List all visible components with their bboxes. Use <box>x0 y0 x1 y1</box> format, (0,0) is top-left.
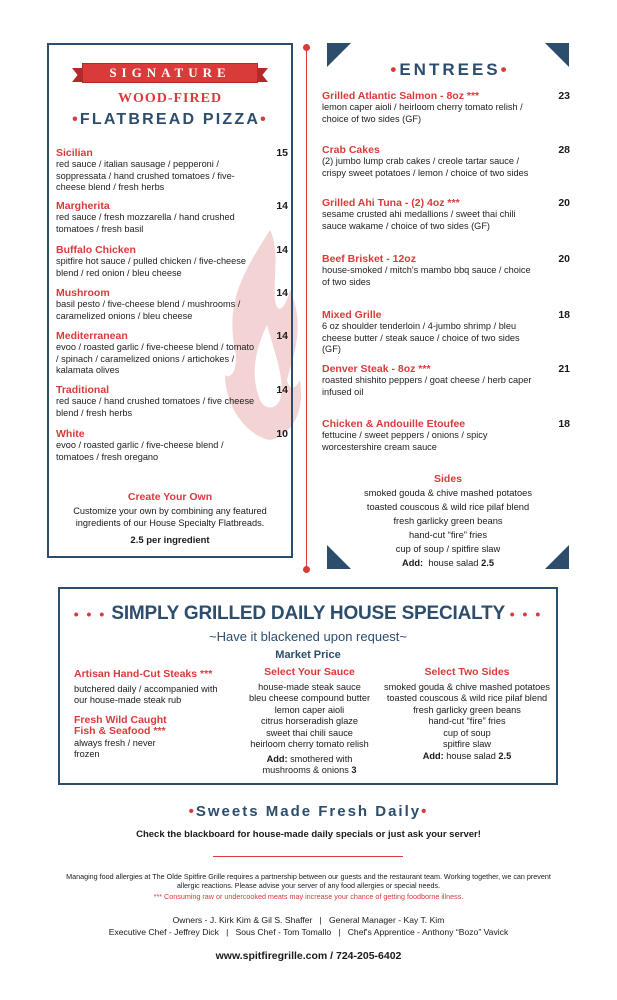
item-name: Buffalo Chicken <box>56 244 136 256</box>
item-name: Grilled Atlantic Salmon - 8oz *** <box>322 90 480 102</box>
item-name: Mushroom <box>56 287 110 299</box>
wood-fired-subtitle: WOOD-FIRED <box>117 91 223 106</box>
side-item: smoked gouda & chive mashed potatoes <box>384 681 550 692</box>
sauce-item: citrus horseradish glaze <box>260 716 359 726</box>
item-description: red sauce / fresh mozzarella / hand crushed tomatoes / fresh basil <box>56 212 235 234</box>
side-item: spitfire slaw <box>443 739 491 749</box>
item-name: Chicken & Andouille Etoufee <box>322 418 466 430</box>
side-item: cup of soup <box>443 727 491 738</box>
item-description: red sauce / hand crushed tomatoes / five cheese blend / fresh herbs <box>56 396 255 418</box>
create-text: Customize your own by combining any featured ingredients of our House Specialty Flatbreads. <box>73 506 267 528</box>
seafood-name: Fresh Wild Caught Fish & Seafood *** <box>74 713 167 737</box>
seafood-desc: always fresh / never frozen <box>74 737 156 759</box>
item-description: basil pesto / five-cheese blend / mushrooms / caramelized onions / bleu cheese <box>56 299 241 321</box>
entrees-title: •ENTREES• <box>390 60 510 79</box>
item-name: Margherita <box>56 200 110 212</box>
item-description: spitfire hot sauce / pulled chicken / five-cheese blend / red onion / bleu cheese <box>56 256 246 278</box>
item-description: fettucine / sweet peppers / onions / spicy worcestershire cream sauce <box>322 430 488 452</box>
item-price: 18 <box>558 418 570 430</box>
item-description: house-smoked / mitch's mambo bbq sauce / choice of two sides <box>322 265 531 287</box>
item-description: roasted shishito peppers / goat cheese / herb caper infused oil <box>322 375 532 397</box>
side-item: fresh garlicky green beans <box>393 516 503 526</box>
item-price: 21 <box>558 363 570 375</box>
sides-heading: Select Two Sides <box>424 666 510 678</box>
daily-sauces <box>232 667 387 777</box>
divider-dot-bottom <box>303 566 310 573</box>
side-item: cup of soup / spitfire slaw <box>395 544 501 554</box>
item-price: 28 <box>558 144 570 156</box>
item-name: Sicilian <box>56 147 93 159</box>
item-price: 14 <box>276 330 288 342</box>
entree-crab-cakes <box>322 144 570 179</box>
item-name: Grilled Ahi Tuna - (2) 4oz *** <box>322 197 460 209</box>
item-description: 6 oz shoulder tenderloin / 4-jumbo shrimp / bleu cheese butter / steak sauce / choice of two sides (GF) <box>322 321 520 354</box>
item-description: lemon caper aioli / heirloom cherry tomato relish / choice of two sides (GF) <box>322 102 523 124</box>
staff-credits <box>30 914 587 938</box>
sauce-heading: Select Your Sauce <box>264 666 355 678</box>
item-price: 20 <box>558 197 570 209</box>
center-divider <box>306 47 307 569</box>
side-add: Add: house salad 2.5 <box>401 558 494 568</box>
item-price: 10 <box>276 428 288 440</box>
side-item: toasted couscous & wild rice pilaf blend <box>366 502 530 512</box>
sauce-item: heirloom cherry tomato relish <box>250 739 369 749</box>
flatbread-section <box>47 43 293 558</box>
entree-salmon <box>322 90 570 125</box>
item-price: 20 <box>558 253 570 265</box>
side-item: hand-cut “fire” fries <box>428 716 506 726</box>
item-price: 14 <box>276 287 288 299</box>
side-item: smoked gouda & chive mashed potatoes <box>364 488 532 498</box>
daily-proteins <box>74 669 244 761</box>
side-item: toasted couscous & wild rice pilaf blend <box>386 693 548 703</box>
website-link[interactable]: www.spitfiregrille.com / 724-205-6402 <box>215 950 402 962</box>
item-description: evoo / roasted garlic / five-cheese blend / tomato / spinach / caramelized onions / artichokes / kalamata olives <box>56 342 255 375</box>
flatbread-title: •FLATBREAD PIZZA• <box>72 111 268 128</box>
menu-item-mushroom <box>56 287 288 322</box>
menu-item-margherita <box>56 200 288 235</box>
entree-etoufee <box>322 418 570 453</box>
entree-ahi-tuna <box>322 197 570 232</box>
steaks-desc: butchered daily / accompanied with our house-made steak rub <box>74 683 218 705</box>
item-price: 14 <box>276 200 288 212</box>
create-price: 2.5 per ingredient <box>130 535 210 546</box>
sides-heading: Sides <box>433 473 462 485</box>
daily-title: • • • SIMPLY GRILLED DAILY HOUSE SPECIALTY • • • <box>73 603 543 624</box>
item-name: Mixed Grille <box>322 309 382 321</box>
staff-line-1: Owners - J. Kirk Kim & Gil S. Shaffer | General Manager - Kay T. Kim <box>172 915 445 925</box>
entree-denver-steak <box>322 363 570 398</box>
divider-dot-top <box>303 44 310 51</box>
side-item: hand-cut “fire” fries <box>408 530 488 540</box>
allergy-notice <box>60 872 557 901</box>
sauce-add: Add: smothered with mushrooms & onions 3 <box>262 753 357 775</box>
item-price: 14 <box>276 244 288 256</box>
sauce-item: bleu cheese compound butter <box>248 693 371 703</box>
item-name: Mediterranean <box>56 330 128 342</box>
item-name: Denver Steak - 8oz *** <box>322 363 431 375</box>
sauce-item: house-made steak sauce <box>258 681 361 692</box>
item-description: sesame crusted ahi medallions / sweet thai chili sauce wakame / choice of two sides (GF) <box>322 209 516 231</box>
daily-house-specialty <box>58 587 558 785</box>
item-description: evoo / roasted garlic / five-cheese blend / tomatoes / fresh oregano <box>56 440 224 462</box>
raw-meat-warning: *** Consuming raw or undercooked meats may increase your chance of getting foodborne illness. <box>153 892 464 901</box>
menu-item-buffalo-chicken <box>56 244 288 279</box>
item-price: 14 <box>276 384 288 396</box>
staff-line-2: Executive Chef - Jeffrey Dick | Sous Chef - Tom Tomallo | Chef's Apprentice - Anthony “Bozo” Vavick <box>108 927 509 937</box>
market-price: Market Price <box>275 649 341 661</box>
item-price: 18 <box>558 309 570 321</box>
item-price: 15 <box>276 147 288 159</box>
menu-item-sicilian <box>56 147 288 194</box>
side-item: fresh garlicky green beans <box>413 704 521 715</box>
sauce-item: lemon caper aioli <box>274 704 345 715</box>
create-your-own <box>49 491 291 546</box>
item-description: (2) jumbo lump crab cakes / creole tartar sauce / crispy sweet potatoes / lemon / choice of two sides <box>322 156 529 178</box>
create-heading: Create Your Own <box>127 491 213 503</box>
banner-text: SIGNATURE <box>109 65 231 80</box>
sides-section <box>330 472 566 570</box>
steaks-name: Artisan Hand-Cut Steaks *** <box>74 668 213 680</box>
item-name: Beef Brisket - 12oz <box>322 253 416 265</box>
entree-beef-brisket <box>322 253 570 288</box>
signature-banner <box>72 63 268 85</box>
item-name: Crab Cakes <box>322 144 380 156</box>
item-description: red sauce / italian sausage / pepperoni / soppressata / hand crushed tomatoes / five-cheese blend / fresh herbs <box>56 159 235 192</box>
daily-subtitle: ~Have it blackened upon request~ <box>208 629 408 644</box>
entree-mixed-grille <box>322 309 570 356</box>
item-price: 23 <box>558 90 570 102</box>
item-name: White <box>56 428 85 440</box>
sweets-title: •Sweets Made Fresh Daily• <box>188 803 429 820</box>
allergy-text: Managing food allergies at The Olde Spitfire Grille requires a partnership between our guests and the restaurant team. Working together, we can prevent allergic reactions. Please advise your server of any food allergies or special needs. <box>66 872 551 890</box>
menu-item-white <box>56 428 288 463</box>
sauce-item: sweet thai chili sauce <box>266 727 353 738</box>
daily-sides <box>378 667 556 762</box>
sides-add: Add: house salad 2.5 <box>422 750 512 761</box>
item-name: Traditional <box>56 384 110 396</box>
divider-line <box>213 856 403 857</box>
blackboard-note: Check the blackboard for house-made daily specials or just ask your server! <box>136 829 481 840</box>
menu-item-traditional <box>56 384 288 419</box>
menu-item-mediterranean <box>56 330 288 377</box>
